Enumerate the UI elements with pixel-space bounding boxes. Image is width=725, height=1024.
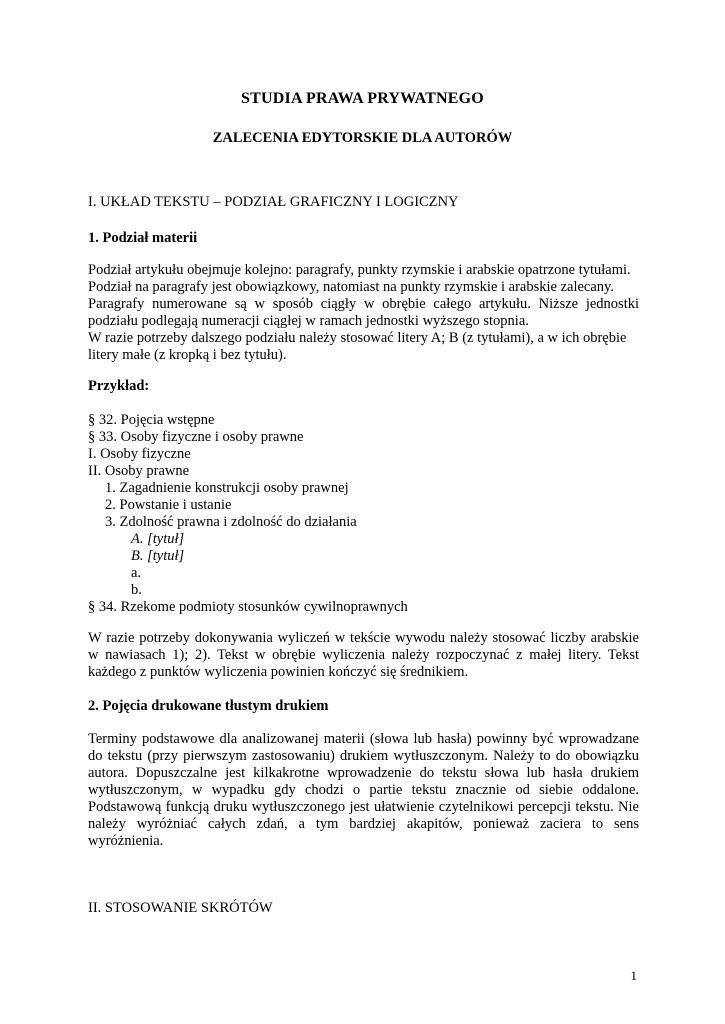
journal-title: STUDIA PRAWA PRYWATNEGO bbox=[241, 90, 484, 107]
page-number: 1 bbox=[630, 968, 637, 983]
outline-item: B. [tytuł] bbox=[131, 548, 185, 564]
text-line: Podstawową funkcją druku wytłuszczonego jest ułatwienie czytelnikowi percepcji tekstu. Nie bbox=[88, 799, 639, 815]
text-line: do tekstu (przy pierwszym zastosowaniu) drukiem wytłuszczonym. Należy to do obowiązku bbox=[88, 748, 639, 764]
text-line: litery małe (z kropką i bez tytułu). bbox=[88, 347, 287, 363]
document-subtitle: ZALECENIA EDYTORSKIE DLA AUTORÓW bbox=[212, 130, 513, 146]
text-line: w nawiasach 1); 2). Tekst w obrębie wyliczenia należy rozpoczynać z małej litery. Tekst bbox=[88, 647, 639, 663]
outline-item: A. [tytuł] bbox=[131, 531, 185, 547]
subsection-2-heading: 2. Pojęcia drukowane tłustym drukiem bbox=[88, 698, 329, 714]
outline-item: § 32. Pojęcia wstępne bbox=[88, 412, 215, 428]
outline-item: II. Osoby prawne bbox=[88, 463, 190, 479]
section-1-heading: I. UKŁAD TEKSTU – PODZIAŁ GRAFICZNY I LOGICZNY bbox=[88, 194, 459, 210]
text-line: podziału podlegają numeracji ciągłej w ramach jednostki wyższego stopnia. bbox=[88, 313, 529, 329]
text-line: należy wyróżniać całych zdań, a tym bardziej akapitów, ponieważ zaciera to sens bbox=[88, 816, 639, 832]
example-outline bbox=[88, 412, 639, 616]
text-line: W razie potrzeby dalszego podziału należy stosować litery A; B (z tytułami), a w ich obrębie bbox=[88, 330, 627, 346]
text-line: wytłuszczonym, w wypadku gdy chodzi o partie tekstu znacznie od siebie oddalone. bbox=[88, 782, 639, 798]
outline-item: § 33. Osoby fizyczne i osoby prawne bbox=[88, 429, 304, 445]
outline-item: 2. Powstanie i ustanie bbox=[105, 497, 232, 513]
outline-item: b. bbox=[131, 582, 142, 598]
text-line: Terminy podstawowe dla analizowanej materii (słowa lub hasła) powinny być wprowadzane bbox=[88, 731, 639, 747]
paragraph-enumeration bbox=[88, 630, 639, 681]
outline-item: a. bbox=[131, 565, 142, 581]
paragraph-division bbox=[88, 262, 639, 364]
subsection-1-heading: 1. Podział materii bbox=[88, 230, 198, 246]
outline-item: 1. Zagadnienie konstrukcji osoby prawnej bbox=[105, 480, 349, 496]
text-line: autora. Dopuszczalne jest kilkakrotne wprowadzenie do tekstu słowa lub hasła drukiem bbox=[88, 765, 639, 781]
outline-item: § 34. Rzekome podmioty stosunków cywilnoprawnych bbox=[88, 599, 408, 615]
outline-item: I. Osoby fizyczne bbox=[88, 446, 191, 462]
text-line: Podział artykułu obejmuje kolejno: paragrafy, punkty rzymskie i arabskie opatrzone tytułami. bbox=[88, 262, 631, 278]
outline-item: 3. Zdolność prawna i zdolność do działania bbox=[105, 514, 357, 530]
text-line: Paragrafy numerowane są w sposób ciągły w obrębie całego artykułu. Niższe jednostki bbox=[88, 296, 639, 312]
paragraph-bold-terms bbox=[88, 731, 639, 850]
text-line: Podział na paragrafy jest obowiązkowy, natomiast na punkty rzymskie i arabskie zalecany. bbox=[88, 279, 614, 295]
text-line: wyróżnienia. bbox=[88, 833, 164, 849]
text-line: W razie potrzeby dokonywania wyliczeń w tekście wywodu należy stosować liczby arabskie bbox=[88, 630, 639, 646]
example-label: Przykład: bbox=[88, 378, 150, 394]
text-line: każdego z punktów wyliczenia powinien kończyć się średnikiem. bbox=[88, 664, 469, 680]
section-2-heading: II. STOSOWANIE SKRÓTÓW bbox=[88, 900, 273, 916]
